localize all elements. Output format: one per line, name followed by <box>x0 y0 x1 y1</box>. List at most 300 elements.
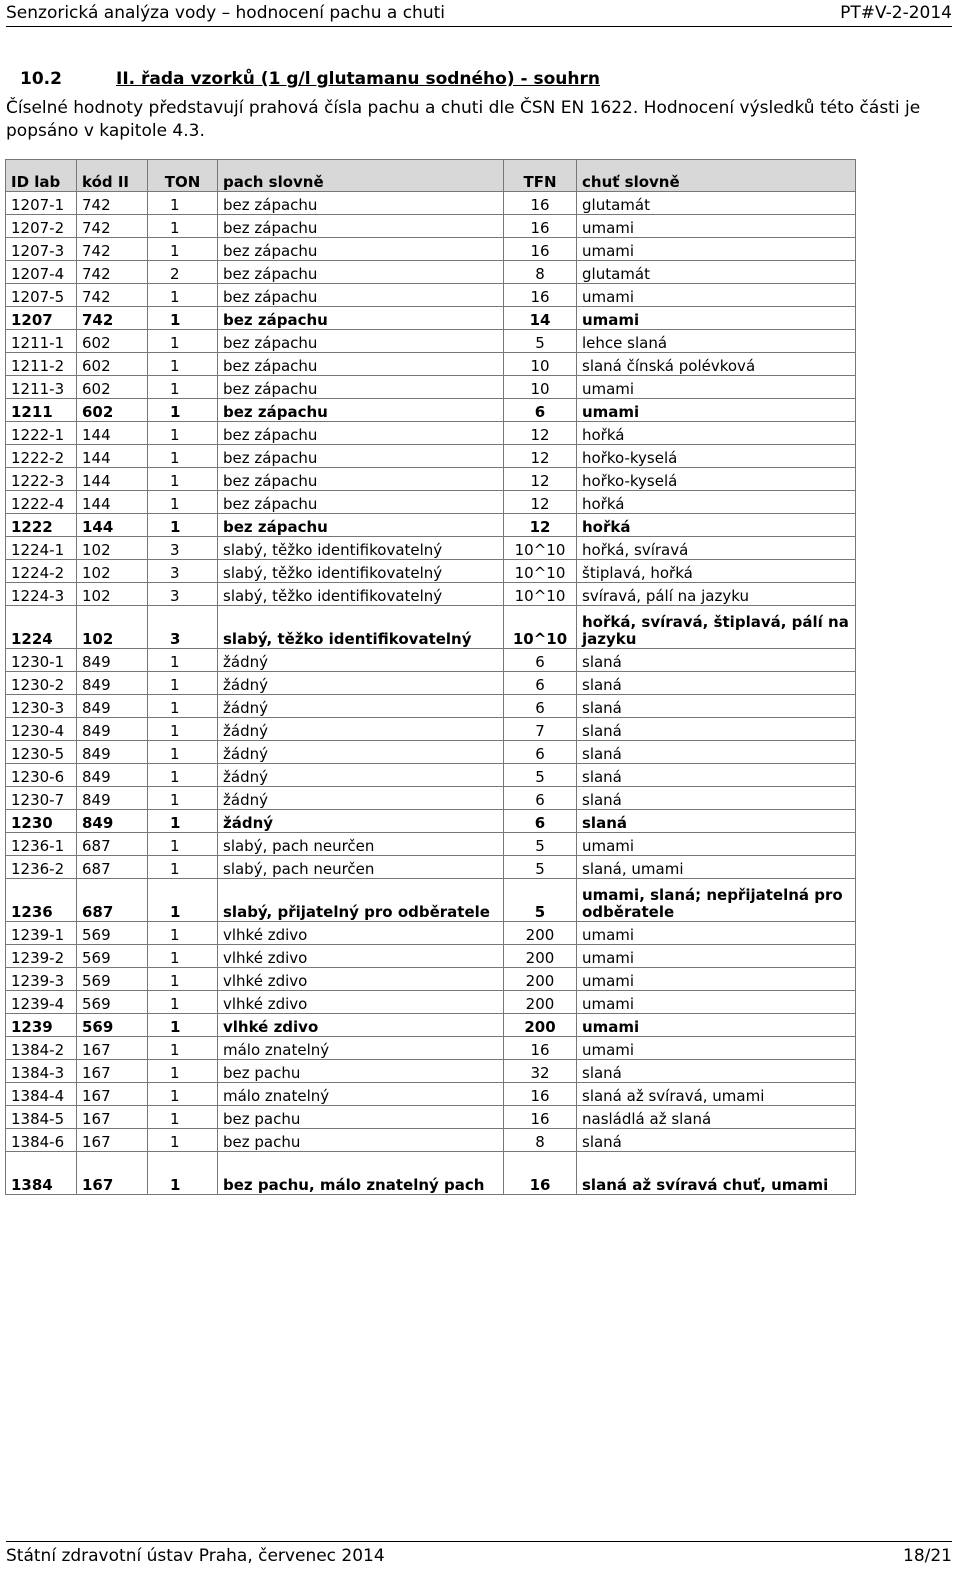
cell-chut: umami <box>577 945 856 968</box>
table-row <box>6 856 856 879</box>
cell-kod: 167 <box>77 1152 148 1195</box>
cell-id-lab: 1239 <box>6 1014 77 1037</box>
cell-pach: bez zápachu <box>218 307 504 330</box>
cell-pach: bez zápachu <box>218 330 504 353</box>
cell-pach: žádný <box>218 695 504 718</box>
cell-chut: slaná <box>577 810 856 833</box>
table-row <box>6 1129 856 1152</box>
cell-id-lab: 1222 <box>6 514 77 537</box>
cell-chut: slaná až svíravá, umami <box>577 1083 856 1106</box>
cell-id-lab: 1384 <box>6 1152 77 1195</box>
cell-kod: 602 <box>77 399 148 422</box>
footer-institution: Státní zdravotní ústav Praha, červenec 2014 <box>6 1546 385 1566</box>
cell-id-lab: 1236-2 <box>6 856 77 879</box>
table-row <box>6 583 856 606</box>
cell-tfn: 6 <box>504 672 577 695</box>
table-summary-row <box>6 810 856 833</box>
cell-chut: umami <box>577 968 856 991</box>
cell-id-lab: 1211-2 <box>6 353 77 376</box>
cell-chut: hořká, svíravá <box>577 537 856 560</box>
cell-id-lab: 1230-6 <box>6 764 77 787</box>
cell-kod: 849 <box>77 764 148 787</box>
cell-id-lab: 1239-1 <box>6 922 77 945</box>
table-row <box>6 741 856 764</box>
cell-chut: slaná <box>577 672 856 695</box>
cell-pach: vlhké zdivo <box>218 1014 504 1037</box>
cell-kod: 849 <box>77 649 148 672</box>
cell-kod: 144 <box>77 491 148 514</box>
cell-id-lab: 1239-3 <box>6 968 77 991</box>
cell-chut: glutamát <box>577 192 856 215</box>
column-header-id-lab: ID lab <box>6 160 77 192</box>
cell-tfn: 10 <box>504 376 577 399</box>
cell-tfn: 14 <box>504 307 577 330</box>
cell-id-lab: 1236 <box>6 879 77 922</box>
cell-id-lab: 1230-3 <box>6 695 77 718</box>
table-summary-row <box>6 514 856 537</box>
table-summary-row <box>6 1014 856 1037</box>
cell-chut: umami <box>577 238 856 261</box>
cell-id-lab: 1222-1 <box>6 422 77 445</box>
cell-tfn: 10^10 <box>504 606 577 649</box>
table-row <box>6 1083 856 1106</box>
cell-id-lab: 1207-3 <box>6 238 77 261</box>
table-row <box>6 787 856 810</box>
cell-ton: 2 <box>148 261 218 284</box>
cell-pach: žádný <box>218 787 504 810</box>
cell-ton: 1 <box>148 307 218 330</box>
cell-kod: 167 <box>77 1060 148 1083</box>
table-row <box>6 192 856 215</box>
cell-chut: umami, slaná; nepřijatelná pro odběratele <box>577 879 856 922</box>
cell-kod: 167 <box>77 1037 148 1060</box>
column-header-pach: pach slovně <box>218 160 504 192</box>
cell-pach: vlhké zdivo <box>218 922 504 945</box>
cell-tfn: 16 <box>504 192 577 215</box>
cell-tfn: 16 <box>504 1037 577 1060</box>
cell-tfn: 8 <box>504 261 577 284</box>
cell-pach: bez zápachu <box>218 376 504 399</box>
cell-kod: 569 <box>77 945 148 968</box>
cell-ton: 1 <box>148 1014 218 1037</box>
cell-pach: bez zápachu <box>218 215 504 238</box>
cell-pach: slabý, těžko identifikovatelný <box>218 560 504 583</box>
cell-id-lab: 1384-5 <box>6 1106 77 1129</box>
cell-kod: 742 <box>77 192 148 215</box>
cell-tfn: 6 <box>504 787 577 810</box>
cell-kod: 102 <box>77 560 148 583</box>
table-row <box>6 491 856 514</box>
cell-tfn: 5 <box>504 833 577 856</box>
column-header-ton: TON <box>148 160 218 192</box>
cell-chut: umami <box>577 215 856 238</box>
cell-chut: slaná <box>577 718 856 741</box>
cell-ton: 1 <box>148 1129 218 1152</box>
cell-ton: 1 <box>148 787 218 810</box>
document-id: PT#V-2-2014 <box>840 3 952 23</box>
cell-kod: 167 <box>77 1129 148 1152</box>
cell-id-lab: 1222-4 <box>6 491 77 514</box>
cell-ton: 1 <box>148 718 218 741</box>
cell-ton: 1 <box>148 810 218 833</box>
cell-id-lab: 1207-5 <box>6 284 77 307</box>
cell-chut: hořká <box>577 491 856 514</box>
cell-ton: 3 <box>148 560 218 583</box>
cell-pach: bez zápachu <box>218 192 504 215</box>
cell-chut: umami <box>577 991 856 1014</box>
cell-pach: málo znatelný <box>218 1037 504 1060</box>
cell-chut: umami <box>577 1037 856 1060</box>
table-row <box>6 695 856 718</box>
cell-chut: hořká <box>577 422 856 445</box>
cell-tfn: 7 <box>504 718 577 741</box>
cell-id-lab: 1207-2 <box>6 215 77 238</box>
cell-ton: 1 <box>148 399 218 422</box>
cell-kod: 849 <box>77 672 148 695</box>
cell-id-lab: 1230 <box>6 810 77 833</box>
cell-ton: 3 <box>148 606 218 649</box>
table-row <box>6 764 856 787</box>
results-table-body <box>6 192 856 1195</box>
cell-ton: 1 <box>148 649 218 672</box>
cell-id-lab: 1236-1 <box>6 833 77 856</box>
cell-pach: málo znatelný <box>218 1083 504 1106</box>
cell-ton: 1 <box>148 491 218 514</box>
cell-tfn: 16 <box>504 215 577 238</box>
cell-ton: 1 <box>148 1083 218 1106</box>
cell-id-lab: 1207-4 <box>6 261 77 284</box>
cell-pach: bez zápachu <box>218 491 504 514</box>
cell-kod: 569 <box>77 968 148 991</box>
cell-chut: umami <box>577 399 856 422</box>
cell-id-lab: 1222-2 <box>6 445 77 468</box>
cell-ton: 1 <box>148 468 218 491</box>
cell-pach: slabý, přijatelný pro odběratele <box>218 879 504 922</box>
cell-tfn: 12 <box>504 445 577 468</box>
cell-tfn: 6 <box>504 695 577 718</box>
cell-kod: 602 <box>77 330 148 353</box>
table-row <box>6 284 856 307</box>
cell-kod: 569 <box>77 991 148 1014</box>
cell-pach: slabý, těžko identifikovatelný <box>218 537 504 560</box>
section-heading <box>20 68 600 90</box>
table-row <box>6 560 856 583</box>
cell-tfn: 200 <box>504 991 577 1014</box>
cell-tfn: 12 <box>504 468 577 491</box>
table-row <box>6 968 856 991</box>
cell-pach: bez zápachu <box>218 238 504 261</box>
cell-ton: 1 <box>148 695 218 718</box>
cell-chut: hořká, svíravá, štiplavá, pálí na jazyku <box>577 606 856 649</box>
cell-tfn: 10^10 <box>504 583 577 606</box>
cell-kod: 742 <box>77 284 148 307</box>
cell-tfn: 5 <box>504 330 577 353</box>
cell-id-lab: 1230-5 <box>6 741 77 764</box>
table-summary-row <box>6 399 856 422</box>
cell-tfn: 10^10 <box>504 537 577 560</box>
cell-ton: 1 <box>148 238 218 261</box>
cell-pach: bez zápachu <box>218 514 504 537</box>
cell-kod: 144 <box>77 422 148 445</box>
cell-kod: 569 <box>77 922 148 945</box>
table-row <box>6 991 856 1014</box>
cell-kod: 144 <box>77 445 148 468</box>
table-header-row <box>6 160 856 192</box>
table-summary-row <box>6 606 856 649</box>
cell-tfn: 5 <box>504 764 577 787</box>
cell-kod: 602 <box>77 353 148 376</box>
cell-ton: 1 <box>148 353 218 376</box>
cell-kod: 102 <box>77 537 148 560</box>
table-row <box>6 672 856 695</box>
cell-id-lab: 1239-4 <box>6 991 77 1014</box>
cell-pach: vlhké zdivo <box>218 945 504 968</box>
cell-pach: bez zápachu <box>218 284 504 307</box>
cell-chut: slaná až svíravá chuť, umami <box>577 1152 856 1195</box>
table-row <box>6 922 856 945</box>
table-row <box>6 468 856 491</box>
cell-kod: 687 <box>77 833 148 856</box>
results-table <box>5 159 856 1195</box>
cell-tfn: 12 <box>504 514 577 537</box>
cell-pach: bez zápachu <box>218 261 504 284</box>
cell-ton: 1 <box>148 1152 218 1195</box>
cell-pach: bez pachu <box>218 1106 504 1129</box>
table-row <box>6 718 856 741</box>
table-summary-row <box>6 1152 856 1195</box>
cell-ton: 1 <box>148 284 218 307</box>
cell-pach: žádný <box>218 649 504 672</box>
cell-chut: slaná <box>577 764 856 787</box>
table-row <box>6 1106 856 1129</box>
table-summary-row <box>6 307 856 330</box>
cell-kod: 742 <box>77 238 148 261</box>
page-number: 18/21 <box>903 1546 952 1566</box>
cell-pach: bez zápachu <box>218 445 504 468</box>
cell-pach: bez zápachu <box>218 399 504 422</box>
cell-pach: žádný <box>218 764 504 787</box>
cell-ton: 1 <box>148 192 218 215</box>
cell-ton: 1 <box>148 1037 218 1060</box>
cell-tfn: 32 <box>504 1060 577 1083</box>
cell-tfn: 16 <box>504 238 577 261</box>
cell-kod: 167 <box>77 1106 148 1129</box>
cell-id-lab: 1224-3 <box>6 583 77 606</box>
cell-tfn: 5 <box>504 856 577 879</box>
cell-pach: vlhké zdivo <box>218 991 504 1014</box>
cell-tfn: 10 <box>504 353 577 376</box>
table-row <box>6 238 856 261</box>
table-row <box>6 353 856 376</box>
cell-kod: 849 <box>77 741 148 764</box>
cell-kod: 569 <box>77 1014 148 1037</box>
table-summary-row <box>6 879 856 922</box>
cell-ton: 1 <box>148 922 218 945</box>
page-header <box>6 0 952 27</box>
cell-ton: 3 <box>148 583 218 606</box>
table-row <box>6 445 856 468</box>
table-row <box>6 1060 856 1083</box>
cell-tfn: 16 <box>504 1083 577 1106</box>
cell-chut: lehce slaná <box>577 330 856 353</box>
cell-id-lab: 1224-2 <box>6 560 77 583</box>
cell-pach: slabý, pach neurčen <box>218 856 504 879</box>
cell-pach: žádný <box>218 672 504 695</box>
cell-chut: umami <box>577 284 856 307</box>
cell-kod: 742 <box>77 215 148 238</box>
cell-kod: 849 <box>77 695 148 718</box>
table-row <box>6 215 856 238</box>
cell-id-lab: 1384-2 <box>6 1037 77 1060</box>
cell-chut: slaná <box>577 741 856 764</box>
cell-kod: 687 <box>77 879 148 922</box>
table-row <box>6 945 856 968</box>
cell-chut: nasládlá až slaná <box>577 1106 856 1129</box>
cell-tfn: 6 <box>504 741 577 764</box>
cell-ton: 1 <box>148 422 218 445</box>
cell-tfn: 6 <box>504 649 577 672</box>
cell-id-lab: 1224 <box>6 606 77 649</box>
cell-kod: 102 <box>77 606 148 649</box>
cell-pach: slabý, pach neurčen <box>218 833 504 856</box>
cell-ton: 1 <box>148 833 218 856</box>
cell-ton: 1 <box>148 376 218 399</box>
cell-chut: glutamát <box>577 261 856 284</box>
cell-chut: hořko-kyselá <box>577 468 856 491</box>
cell-pach: bez pachu <box>218 1060 504 1083</box>
cell-pach: žádný <box>218 718 504 741</box>
cell-chut: slaná <box>577 649 856 672</box>
table-row <box>6 376 856 399</box>
table-row <box>6 649 856 672</box>
cell-kod: 742 <box>77 307 148 330</box>
cell-pach: žádný <box>218 741 504 764</box>
cell-ton: 1 <box>148 330 218 353</box>
cell-tfn: 12 <box>504 422 577 445</box>
cell-id-lab: 1239-2 <box>6 945 77 968</box>
section-title: II. řada vzorků (1 g/l glutamanu sodného) - souhrn <box>116 69 600 89</box>
cell-tfn: 10^10 <box>504 560 577 583</box>
cell-chut: umami <box>577 376 856 399</box>
document-title: Senzorická analýza vody – hodnocení pachu a chuti <box>6 3 445 23</box>
cell-tfn: 16 <box>504 1106 577 1129</box>
cell-ton: 1 <box>148 856 218 879</box>
cell-ton: 1 <box>148 991 218 1014</box>
cell-tfn: 12 <box>504 491 577 514</box>
cell-kod: 687 <box>77 856 148 879</box>
cell-id-lab: 1384-4 <box>6 1083 77 1106</box>
cell-pach: bez pachu <box>218 1129 504 1152</box>
cell-chut: slaná <box>577 1129 856 1152</box>
cell-ton: 1 <box>148 945 218 968</box>
table-row <box>6 330 856 353</box>
cell-id-lab: 1230-7 <box>6 787 77 810</box>
cell-kod: 102 <box>77 583 148 606</box>
cell-chut: slaná <box>577 787 856 810</box>
cell-kod: 849 <box>77 810 148 833</box>
cell-tfn: 16 <box>504 1152 577 1195</box>
column-header-kod: kód II <box>77 160 148 192</box>
cell-id-lab: 1222-3 <box>6 468 77 491</box>
cell-pach: slabý, těžko identifikovatelný <box>218 606 504 649</box>
cell-chut: slaná <box>577 1060 856 1083</box>
cell-chut: umami <box>577 922 856 945</box>
cell-pach: bez zápachu <box>218 353 504 376</box>
column-header-chut: chuť slovně <box>577 160 856 192</box>
table-row <box>6 833 856 856</box>
cell-id-lab: 1211-1 <box>6 330 77 353</box>
cell-pach: žádný <box>218 810 504 833</box>
cell-pach: bez zápachu <box>218 468 504 491</box>
cell-chut: umami <box>577 833 856 856</box>
cell-chut: hořká <box>577 514 856 537</box>
cell-ton: 1 <box>148 1060 218 1083</box>
cell-tfn: 16 <box>504 284 577 307</box>
cell-ton: 1 <box>148 879 218 922</box>
cell-pach: bez pachu, málo znatelný pach <box>218 1152 504 1195</box>
cell-tfn: 5 <box>504 879 577 922</box>
cell-id-lab: 1211-3 <box>6 376 77 399</box>
cell-id-lab: 1211 <box>6 399 77 422</box>
cell-ton: 1 <box>148 1106 218 1129</box>
page-footer <box>6 1541 952 1570</box>
cell-tfn: 200 <box>504 945 577 968</box>
cell-id-lab: 1384-3 <box>6 1060 77 1083</box>
cell-tfn: 200 <box>504 1014 577 1037</box>
cell-kod: 849 <box>77 787 148 810</box>
cell-ton: 1 <box>148 968 218 991</box>
cell-chut: slaná <box>577 695 856 718</box>
table-row <box>6 261 856 284</box>
cell-ton: 1 <box>148 672 218 695</box>
cell-chut: slaná, umami <box>577 856 856 879</box>
cell-id-lab: 1384-6 <box>6 1129 77 1152</box>
cell-kod: 602 <box>77 376 148 399</box>
cell-ton: 1 <box>148 741 218 764</box>
column-header-tfn: TFN <box>504 160 577 192</box>
cell-tfn: 6 <box>504 399 577 422</box>
cell-ton: 1 <box>148 514 218 537</box>
cell-id-lab: 1230-2 <box>6 672 77 695</box>
cell-ton: 1 <box>148 215 218 238</box>
cell-id-lab: 1224-1 <box>6 537 77 560</box>
cell-pach: vlhké zdivo <box>218 968 504 991</box>
cell-id-lab: 1207-1 <box>6 192 77 215</box>
table-row <box>6 537 856 560</box>
cell-ton: 1 <box>148 764 218 787</box>
cell-chut: umami <box>577 1014 856 1037</box>
table-row <box>6 422 856 445</box>
cell-tfn: 200 <box>504 968 577 991</box>
cell-kod: 144 <box>77 514 148 537</box>
cell-chut: štiplavá, hořká <box>577 560 856 583</box>
cell-id-lab: 1230-1 <box>6 649 77 672</box>
cell-ton: 3 <box>148 537 218 560</box>
cell-id-lab: 1207 <box>6 307 77 330</box>
cell-tfn: 8 <box>504 1129 577 1152</box>
cell-chut: svíravá, pálí na jazyku <box>577 583 856 606</box>
cell-tfn: 200 <box>504 922 577 945</box>
cell-chut: hořko-kyselá <box>577 445 856 468</box>
cell-chut: umami <box>577 307 856 330</box>
intro-paragraph: Číselné hodnoty představují prahová čísla pachu a chuti dle ČSN EN 1622. Hodnocení výsledků této části je popsáno v kapitole 4.3. <box>6 98 921 141</box>
cell-tfn: 6 <box>504 810 577 833</box>
cell-kod: 167 <box>77 1083 148 1106</box>
cell-id-lab: 1230-4 <box>6 718 77 741</box>
cell-kod: 144 <box>77 468 148 491</box>
cell-ton: 1 <box>148 445 218 468</box>
cell-pach: slabý, těžko identifikovatelný <box>218 583 504 606</box>
